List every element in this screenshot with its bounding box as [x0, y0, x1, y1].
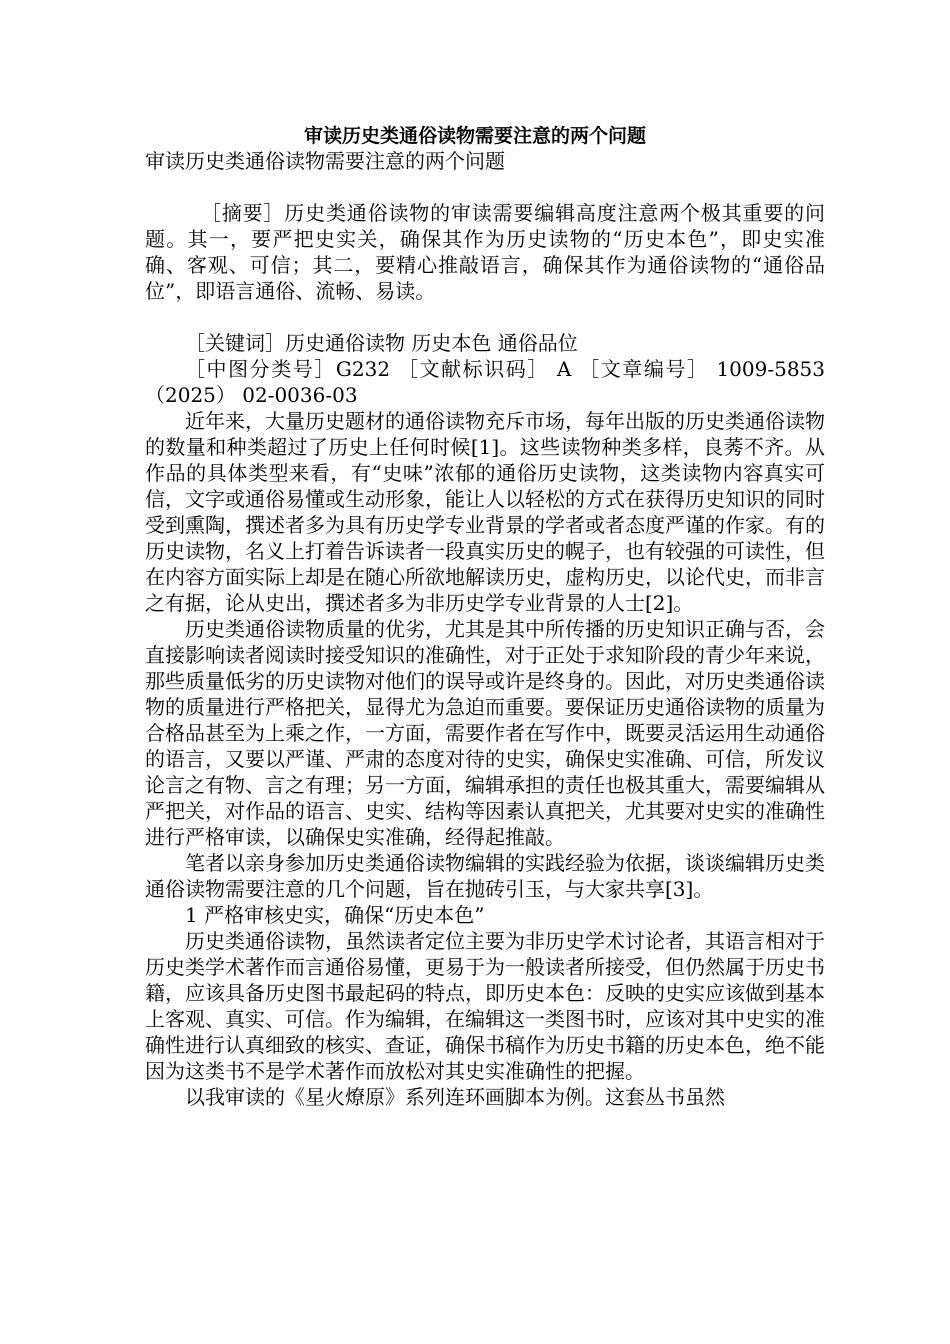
document-body [145, 148, 825, 1110]
keywords-line: ［关键词］历史通俗读物 历史本色 通俗品位 [185, 331, 578, 355]
body-paragraph: 近年来，大量历史题材的通俗读物充斥市场，每年出版的历史类通俗读物的数量和种类超过了历史上任何时候[1]。这些读物种类多样，良莠不齐。从作品的具体类型来看，有“史味”浓郁的通俗历史读物，这类读物内容真实可信，文字或通俗易懂或生动形象，能让人以轻松的方式在获得历史知识的同时受到熏陶，撰述者多为具有历史学专业背景的学者或者态度严谨的作家。有的历史读物，名义上打着告诉读者一段真实历史的幌子，也有较强的可读性，但在内容方面实际上却是在随心所欲地解读历史，虚构历史，以论代史，而非言之有据，论从史出，撰述者多为非历史学专业背景的人士[2]。 [145, 409, 825, 615]
abstract-paragraph: ［摘要］历史类通俗读物的审读需要编辑高度注意两个极其重要的问题。其一，要严把史实关，确保其作为历史读物的“历史本色”，即史实准确、客观、可信；其二，要精心推敲语言，确保其作为通俗读物的“通俗品位”，即语言通俗、流畅、易读。 [145, 201, 825, 303]
document-subtitle: 审读历史类通俗读物需要注意的两个问题 [145, 149, 505, 173]
section-heading: 1 严格审核史实，确保“历史本色” [185, 903, 485, 927]
body-paragraph: 笔者以亲身参加历史类通俗读物编辑的实践经验为依据，谈谈编辑历史类通俗读物需要注意的几个问题，旨在抛砖引玉，与大家共享[3]。 [145, 851, 825, 901]
body-paragraph: 历史类通俗读物，虽然读者定位主要为非历史学术讨论者，其语言相对于历史类学术著作而言通俗易懂，更易于为一般读者所接受，但仍然属于历史书籍，应该具备历史图书最起码的特点，即历史本色：反映的史实应该做到基本上客观、真实、可信。作为编辑，在编辑这一类图书时，应该对其中史实的准确性进行认真细致的核实、查证，确保书稿作为历史书籍的历史本色，绝不能因为这类书不是学术著作而放松对其史实准确性的把握。 [145, 929, 825, 1083]
body-paragraph: 历史类通俗读物质量的优劣，尤其是其中所传播的历史知识正确与否，会直接影响读者阅读时接受知识的准确性，对于正处于求知阶段的青少年来说，那些质量低劣的历史读物对他们的误导或许是终身的。因此，对历史类通俗读物的质量进行严格把关，显得尤为急迫而重要。要保证历史通俗读物的质量为合格品甚至为上乘之作，一方面，需要作者在写作中，既要灵活运用生动通俗的语言，又要以严谨、严肃的态度对待的史实，确保史实准确、可信，所发议论言之有物、言之有理；另一方面，编辑承担的责任也极其重大，需要编辑从严把关，对作品的语言、史实、结构等因素认真把关，尤其要对史实的准确性进行严格审读，以确保史实准确，经得起推敲。 [145, 617, 825, 849]
classification-line: ［中图分类号］G232 ［文献标识码］ A ［文章编号］ 1009-5853 （2025） 02-0036-03 [145, 357, 825, 407]
body-paragraph: 以我审读的《星火燎原》系列连环画脚本为例。这套丛书虽然 [185, 1085, 725, 1109]
document-title: 审读历史类通俗读物需要注意的两个问题 [303, 125, 646, 147]
